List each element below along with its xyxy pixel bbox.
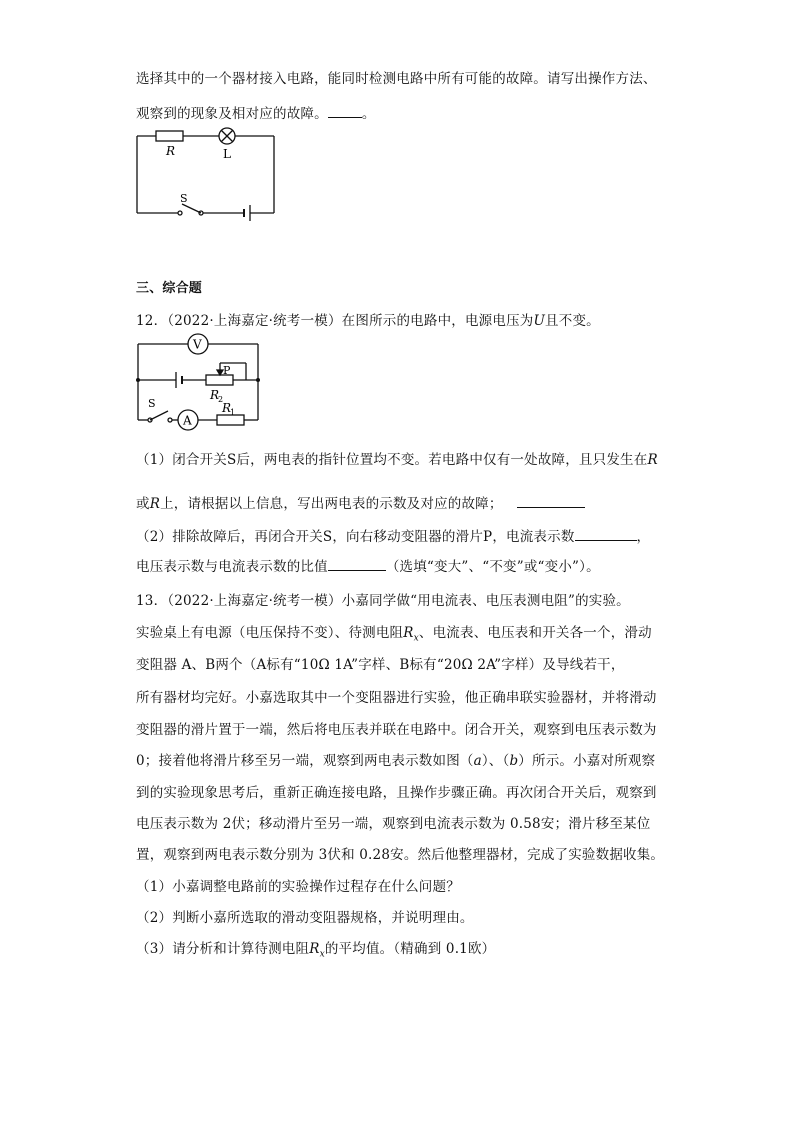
q13-sub-1: （1）小嘉调整电路前的实验操作过程存在什么问题？: [136, 879, 460, 895]
switch-s-2: [150, 411, 168, 420]
q12-part1-r1: R: [647, 452, 658, 468]
label-r2-sub: 2: [218, 395, 224, 404]
label-s: S: [180, 192, 188, 205]
answer-blank-q12-2: [575, 528, 637, 541]
q12-part1-or: 或: [136, 496, 150, 512]
resistor-r: [156, 131, 183, 141]
q12-stem-end: 且不变。: [545, 313, 600, 329]
q12-part1-text: （1）闭合开关S后，两电表的指针位置均不变。若电路中仅有一处故障，且只发生在: [136, 452, 648, 468]
label-v: V: [193, 337, 202, 352]
label-s-2: S: [148, 397, 156, 410]
label-p: P: [223, 364, 231, 377]
section-title: 三、综合题: [136, 281, 203, 296]
q13-line-2: [136, 621, 652, 644]
q12-part2-text: （2）排除故障后，再闭合开关S，向右移动变阻器的滑片P，电流表示数: [136, 529, 575, 545]
q13-line-6-fig-b: b: [509, 753, 519, 769]
q13-line-2-rx-sub: x: [413, 633, 419, 644]
answer-blank-q12-1: [517, 495, 585, 508]
q13-line-6-fig-a: a: [473, 753, 482, 769]
q13-sub-3-b: 的平均值。（精确到 0.1欧）: [324, 941, 496, 957]
q12-stem-text: 12．（2022·上海嘉定·统考一模）在图所示的电路中，电源电压为: [136, 313, 534, 329]
q13-sub-3: [136, 937, 495, 960]
label-r2: R: [210, 388, 220, 402]
circuit-diagram-1: [130, 124, 280, 219]
q13-line-4: 所有器材均完好。小嘉选取其中一个变阻器进行实验，他正确串联实验器材，并将滑动: [136, 690, 657, 706]
label-l: L: [223, 147, 231, 161]
q12-part1-line2: [136, 492, 585, 512]
label-r1-sub: 1: [230, 408, 236, 417]
q12-part2-options: （选填“变大”、“不变”或“变小”）。: [385, 559, 600, 575]
intro-line-2-text: 观察到的现象及相对应的故障。: [136, 106, 328, 122]
q12-part2-ratio: 电压表示数与电流表示数的比值: [136, 559, 328, 575]
q13-line-6-a: 0；接着他将滑片移至另一端，观察到两电表示数如图（: [136, 753, 474, 769]
q13-line-8: 电压表示数为 2伏；移动滑片至另一端，观察到电流表示数为 0.58安；滑片移至某位: [136, 816, 651, 832]
q13-line-9: 置，观察到两电表示数分别为 3伏和 0.28安。然后他整理器材，完成了实验数据收集。: [136, 847, 665, 863]
q12-stem: [136, 309, 600, 329]
answer-blank-q12-3: [328, 558, 386, 571]
q13-line-2-b: 、电流表、电压表和开关各一个，滑动: [418, 625, 652, 641]
q13-line-3: 变阻器 A、B两个（A标有“10Ω 1A”字样、B标有“20Ω 2A”字样）及导线若干，: [136, 657, 625, 673]
intro-line-2: [136, 102, 376, 122]
circuit-diagram-2: [130, 333, 270, 433]
q13-line-2-rx: R: [403, 625, 414, 641]
switch-s: [182, 204, 201, 213]
q12-part2-comma: ，: [636, 529, 651, 545]
intro-line-1: 选择其中的一个器材接入电路，能同时检测电路中所有可能的故障。请写出操作方法、: [136, 71, 657, 87]
intro-line-2-end: 。: [361, 106, 376, 122]
q12-part2-line1: [136, 525, 650, 545]
q13-line-6: [136, 749, 655, 769]
q13-line-7: 到的实验现象思考后，重新正确连接电路，且操作步骤正确。再次闭合开关后，观察到: [136, 785, 657, 801]
q12-part1-rest: 上，请根据以上信息，写出两电表的示数及对应的故障；: [160, 496, 503, 512]
q13-line-6-b: ）、（: [481, 753, 510, 769]
label-r1: R: [222, 401, 232, 415]
q13-line-6-c: ）所示。小嘉对所观察: [518, 753, 656, 769]
q12-part2-line2: [136, 555, 600, 575]
q13-sub-3-rx: R: [309, 941, 320, 957]
q12-part1-r2: R: [149, 496, 161, 512]
answer-blank: [328, 105, 362, 118]
q13-line-5: 变阻器的滑片置于一端，然后将电压表并联在电路中。闭合开关，观察到电压表示数为: [136, 722, 657, 738]
label-r: R: [166, 144, 176, 158]
q13-sub-3-rx-sub: x: [319, 949, 325, 960]
q13-line-1: 13．（2022·上海嘉定·统考一模）小嘉同学做“用电流表、电压表测电阻”的实验。: [136, 593, 630, 609]
q13-sub-3-a: （3）请分析和计算待测电阻: [136, 941, 310, 957]
q13-line-2-a: 实验桌上有电源（电压保持不变）、待测电阻: [136, 625, 404, 641]
label-a: A: [183, 413, 192, 428]
q13-sub-2: （2）判断小嘉所选取的滑动变阻器规格，并说明理由。: [136, 910, 474, 926]
q12-part1-line1: [136, 448, 658, 468]
q12-stem-u: U: [533, 313, 546, 329]
